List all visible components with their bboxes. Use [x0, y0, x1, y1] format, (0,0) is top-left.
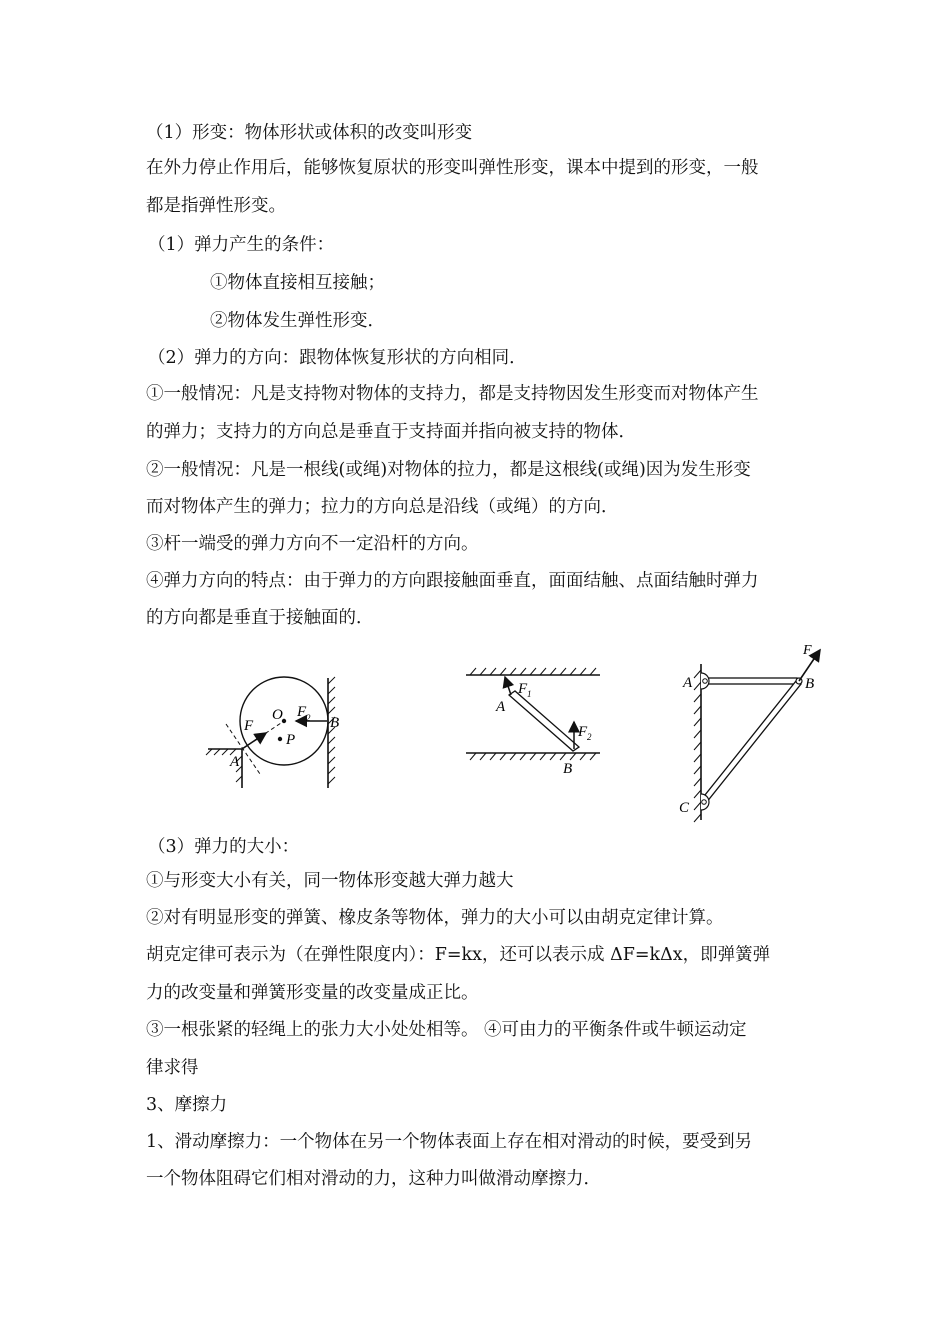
label-f: F: [803, 643, 812, 658]
figure-rod-surfaces: [462, 655, 607, 780]
text-line: 而对物体产生的弹力；拉力的方向总是沿线（或绳）的方向．: [146, 497, 619, 517]
label-f1: F: [518, 681, 528, 697]
text-line: 胡克定律可表示为（在弹性限度内）：F=kx，还可以表示成 ΔF=kΔx，即弹簧弹: [146, 945, 771, 965]
text-line: 力的改变量和弹簧形变量的改变量成正比。: [146, 983, 479, 1003]
label-f2: F: [297, 704, 307, 720]
text-line: 3、摩擦力: [146, 1095, 228, 1115]
figure-wall-bracket: [675, 640, 835, 825]
text-line: ②一般情况：凡是一根线(或绳)对物体的拉力，都是这根线(或绳)因为发生形变: [146, 460, 751, 480]
label-o: O: [272, 707, 283, 723]
text-line: （3）弹力的大小：: [148, 837, 300, 857]
label-a: A: [683, 675, 693, 691]
text-line: ①一般情况：凡是支持物对物体的支持力，都是支持物因发生形变而对物体产生: [146, 384, 759, 404]
label-a: A: [496, 699, 506, 715]
text-line: ①物体直接相互接触；: [210, 273, 385, 293]
label-b: B: [805, 676, 815, 692]
label-b: B: [330, 715, 340, 731]
label-b: B: [563, 761, 573, 777]
text-line: 的方向都是垂直于接触面的．: [146, 608, 374, 628]
text-line: 在外力停止作用后，能够恢复原状的形变叫弹性形变，课本中提到的形变，一般: [146, 158, 759, 178]
text-line: 律求得: [146, 1058, 199, 1078]
text-line: ③杆一端受的弹力方向不一定沿杆的方向。: [146, 534, 479, 554]
label-a: A: [230, 754, 240, 770]
text-line: 一个物体阻碍它们相对滑动的力，这种力叫做滑动摩擦力．: [146, 1169, 601, 1189]
text-line: 都是指弹性形变。: [146, 196, 286, 216]
label-f2-sub: 2: [306, 713, 311, 723]
text-line: ②对有明显形变的弹簧、橡皮条等物体，弹力的大小可以由胡克定律计算。: [146, 908, 724, 928]
text-line: 的弹力；支持力的方向总是垂直于支持面并指向被支持的物体．: [146, 422, 636, 442]
text-line: ④弹力方向的特点：由于弹力的方向跟接触面垂直，面面结触、点面结触时弹力: [146, 571, 759, 591]
label-f: F: [244, 718, 254, 734]
figure-sphere-wall: [200, 660, 350, 800]
label-f2-sub: 2: [587, 732, 592, 742]
label-f1-sub: 1: [527, 689, 532, 699]
text-line: （1）弹力产生的条件：: [148, 235, 335, 255]
label-p: P: [286, 732, 296, 748]
text-line: （2）弹力的方向：跟物体恢复形状的方向相同．: [148, 348, 527, 368]
text-line: ③一根张紧的轻绳上的张力大小处处相等。 ④可由力的平衡条件或牛顿运动定: [146, 1020, 747, 1040]
text-line: （1）形变：物体形状或体积的改变叫形变: [146, 123, 473, 143]
text-line: ①与形变大小有关，同一物体形变越大弹力越大: [146, 871, 514, 891]
text-line: 1、滑动摩擦力：一个物体在另一个物体表面上存在相对滑动的时候，要受到另: [146, 1132, 753, 1152]
label-c: C: [679, 800, 690, 816]
label-f2: F: [578, 724, 588, 740]
text-line: ②物体发生弹性形变．: [210, 311, 385, 331]
